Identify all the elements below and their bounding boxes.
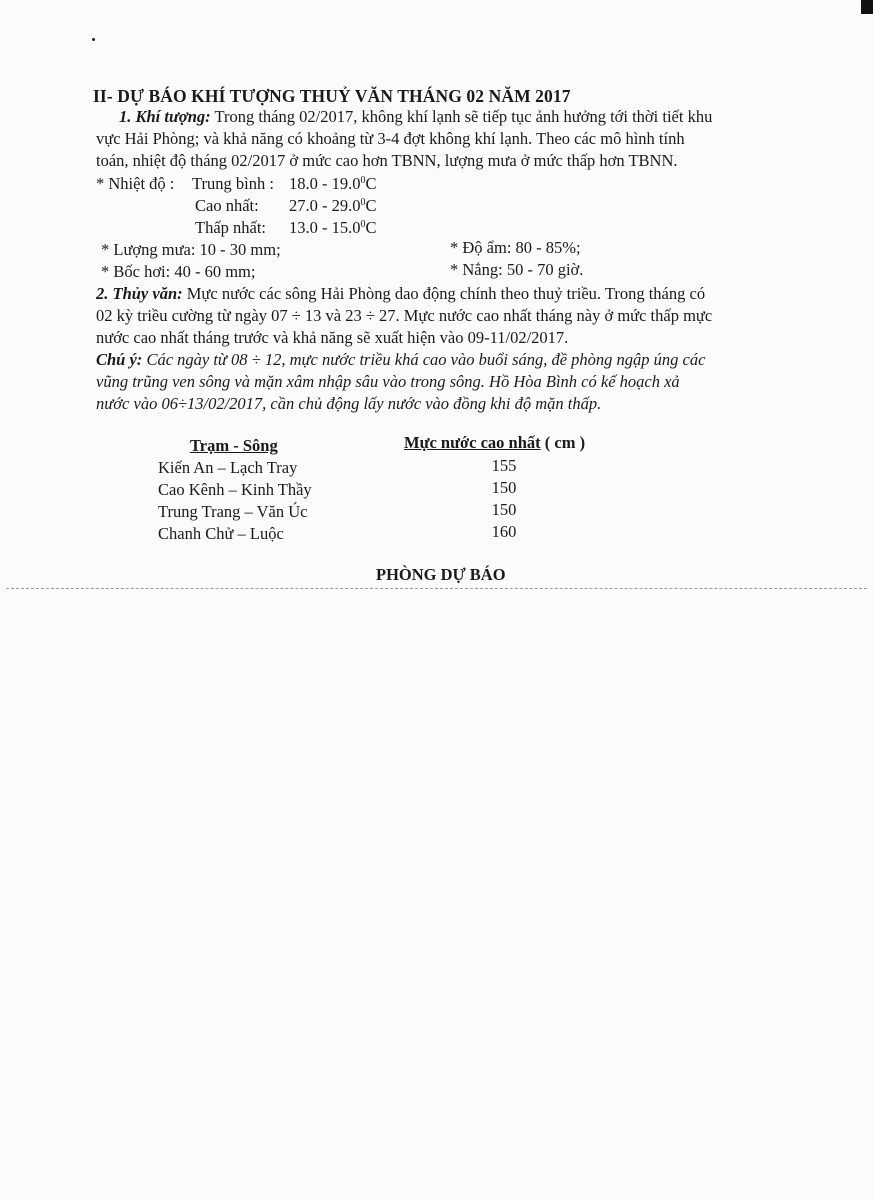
table-row-level: 150 bbox=[491, 478, 517, 497]
table-row-level: 155 bbox=[491, 456, 517, 475]
table-header-level bbox=[404, 433, 585, 453]
temp-avg-range: 18.0 - 19.0 bbox=[289, 174, 361, 193]
table-row-level: 160 bbox=[491, 522, 517, 541]
hydro-text-1: Mực nước các sông Hải Phòng dao động chính theo thuỷ triều. Trong tháng có bbox=[186, 284, 706, 303]
table-row-station: Trung Trang – Văn Úc bbox=[158, 502, 308, 521]
table-row-station: Chanh Chử – Luộc bbox=[158, 524, 284, 543]
evaporation-param: * Bốc hơi: 40 - 60 mm; bbox=[101, 262, 256, 281]
degree-sup: 0 bbox=[360, 219, 366, 230]
temp-label: * Nhiệt độ : bbox=[96, 174, 175, 193]
note-line-1 bbox=[96, 349, 705, 371]
hydro-line-3: nước cao nhất tháng trước và khả năng sẽ xuất hiện vào 09-11/02/2017. bbox=[96, 328, 569, 347]
temp-min-range: 13.0 - 15.0 bbox=[289, 218, 361, 237]
dashed-divider bbox=[6, 588, 867, 589]
temp-min-value bbox=[289, 217, 377, 239]
meteo-line-1 bbox=[119, 106, 712, 128]
hydro-line-2: 02 kỳ triều cường từ ngày 07 ÷ 13 và 23 ÷ 27. Mực nước cao nhất tháng này ở mức thấp mực bbox=[96, 306, 713, 325]
meteo-text-1: Trong tháng 02/2017, không khí lạnh sẽ tiếp tục ảnh hưởng tới thời tiết khu bbox=[214, 107, 713, 126]
humidity-param: * Độ ẩm: 80 - 85%; bbox=[450, 238, 581, 257]
note-label: Chú ý: bbox=[96, 350, 143, 369]
temp-unit: C bbox=[365, 218, 377, 237]
temp-min-label: Thấp nhất: bbox=[195, 218, 267, 237]
note-text-1: Các ngày từ 08 ÷ 12, mực nước triều khá cao vào buổi sáng, đề phòng ngập úng các bbox=[146, 350, 706, 369]
sunshine-param: * Nắng: 50 - 70 giờ. bbox=[450, 260, 584, 279]
scan-speck bbox=[92, 38, 95, 41]
table-row-station: Kiến An – Lạch Tray bbox=[158, 458, 298, 477]
degree-sup: 0 bbox=[360, 175, 366, 186]
meteo-line-2: vực Hải Phòng; và khả năng có khoảng từ 3-4 đợt không khí lạnh. Theo các mô hình tính bbox=[96, 129, 685, 148]
footer-signature: PHÒNG DỰ BÁO bbox=[376, 565, 506, 584]
table-header-station: Trạm - Sông bbox=[190, 436, 278, 455]
hydro-label: 2. Thủy văn: bbox=[96, 284, 183, 303]
temp-avg-value bbox=[289, 173, 377, 195]
section-title: II- DỰ BÁO KHÍ TƯỢNG THUỶ VĂN THÁNG 02 NĂM 2017 bbox=[93, 86, 571, 106]
scan-edge-mark bbox=[861, 0, 873, 14]
note-line-3: nước vào 06÷13/02/2017, cần chủ động lấy nước vào đồng khi độ mặn thấp. bbox=[96, 394, 602, 413]
meteo-label: 1. Khí tượng: bbox=[119, 107, 211, 126]
meteo-line-3: toán, nhiệt độ tháng 02/2017 ở mức cao hơn TBNN, lượng mưa ở mức thấp hơn TBNN. bbox=[96, 151, 678, 170]
table-header-level-text: Mực nước cao nhất bbox=[404, 433, 541, 452]
temp-max-label: Cao nhất: bbox=[195, 196, 259, 215]
note-line-2: vũng trũng ven sông và mặn xâm nhập sâu vào trong sông. Hồ Hòa Bình có kế hoạch xả bbox=[96, 372, 680, 391]
table-header-unit: ( cm ) bbox=[540, 433, 586, 452]
hydro-line-1 bbox=[96, 283, 705, 305]
table-row-level: 150 bbox=[491, 500, 517, 519]
table-row-station: Cao Kênh – Kinh Thầy bbox=[158, 480, 312, 499]
degree-sup: 0 bbox=[360, 197, 366, 208]
temp-avg-label: Trung bình : bbox=[192, 174, 274, 193]
temp-unit: C bbox=[365, 174, 377, 193]
temp-max-value bbox=[289, 195, 377, 217]
temp-unit: C bbox=[365, 196, 377, 215]
temp-max-range: 27.0 - 29.0 bbox=[289, 196, 361, 215]
rain-param: * Lượng mưa: 10 - 30 mm; bbox=[101, 240, 281, 259]
